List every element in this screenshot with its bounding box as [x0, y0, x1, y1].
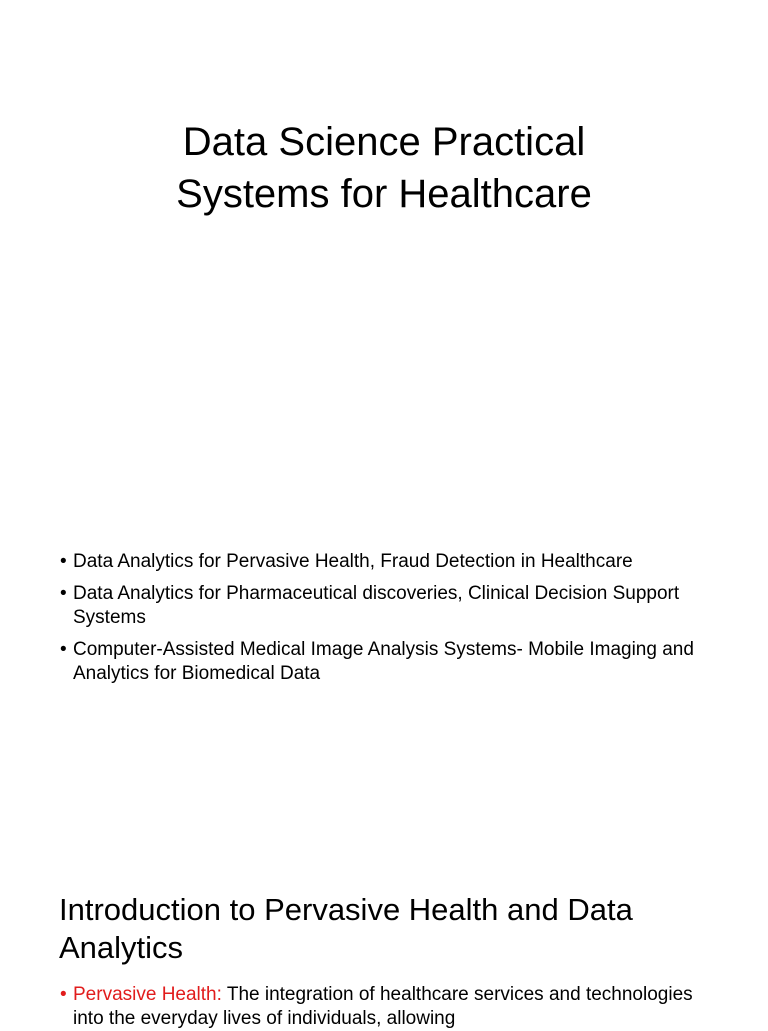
slide-title-line-1: Data Science Practical	[182, 120, 586, 164]
topic-bullet-item: • Data Analytics for Pervasive Health, Fraud Detection in Healthcare	[60, 550, 720, 574]
slide-title-line-2: Systems for Healthcare	[176, 172, 592, 216]
slide-title	[0, 116, 768, 220]
topic-bullet-item: • Data Analytics for Pharmaceutical discoveries, Clinical Decision Support Systems	[60, 582, 720, 630]
definition-term: Pervasive Health:	[73, 984, 222, 1005]
section-heading: Introduction to Pervasive Health and Data Analytics	[59, 892, 633, 965]
definition-text: The integration of healthcare services and technologies into the everyday lives of individuals, allowing	[73, 984, 693, 1029]
topic-bullet-list	[60, 550, 720, 694]
topic-bullet-item: • Computer-Assisted Medical Image Analysis Systems- Mobile Imaging and Analytics for Biomedical Data	[60, 638, 720, 686]
